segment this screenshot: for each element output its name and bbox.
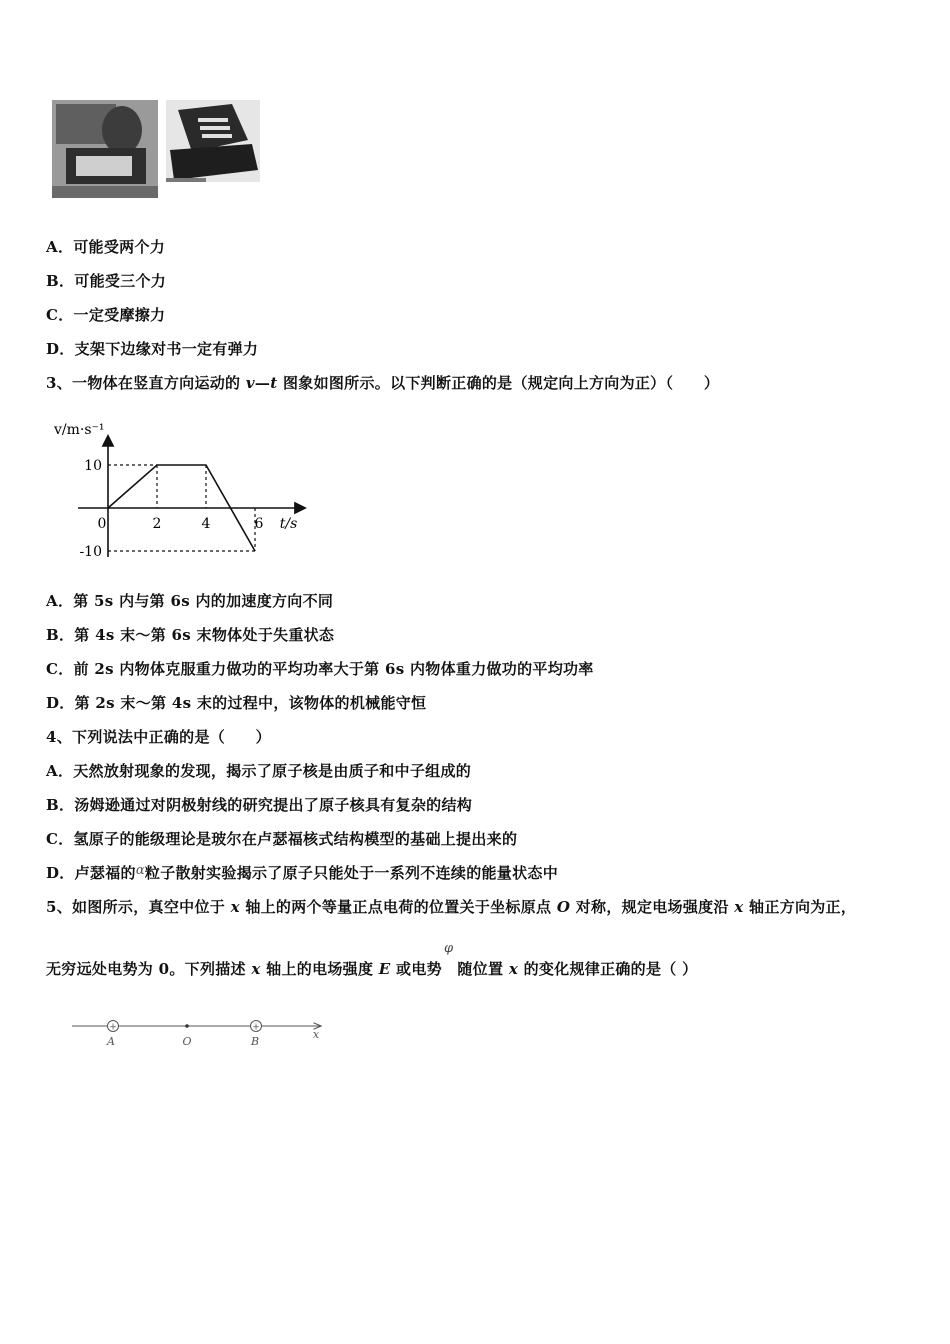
x-tick-6: 6 xyxy=(254,516,264,532)
q3-stem-a: 3、一物体在竖直方向运动的 xyxy=(46,374,246,392)
q5-l1-d: 轴正方向为正， xyxy=(743,898,857,916)
vt-graph-svg xyxy=(46,412,316,572)
phi-symbol: φ xyxy=(443,941,454,956)
book-stand-photo-pair xyxy=(52,100,262,200)
q5-l2-x1: x xyxy=(251,960,261,978)
q4-d-a: D．卢瑟福的 xyxy=(46,864,136,882)
q5-l2-e2: 的变化规律正确的是（ ） xyxy=(518,960,698,978)
charge-b xyxy=(251,1021,262,1033)
vt-graph xyxy=(46,412,316,576)
q4-option-c: C．氢原子的能级理论是玻尔在卢瑟福核式结构模型的基础上提出来的 xyxy=(46,830,518,848)
q3-option-d: D．第 2s 末～第 4s 末的过程中，该物体的机械能守恒 xyxy=(46,694,427,712)
y-tick-10: 10 xyxy=(84,458,102,474)
q5-l1-x2: x xyxy=(734,898,744,916)
q5-l1-c: 对称，规定电场强度沿 xyxy=(570,898,735,916)
q3-option-c: C．前 2s 内物体克服重力做功的平均功率大于第 6s 内物体重力做功的平均功率 xyxy=(46,660,594,678)
q3-option-b: B．第 4s 末～第 6s 末物体处于失重状态 xyxy=(46,626,335,644)
q5-l1-o: O xyxy=(556,898,571,916)
origin-point xyxy=(185,1024,189,1028)
label-x: x xyxy=(312,1028,320,1041)
q5-stem-line1 xyxy=(46,896,856,917)
q2-option-d: D．支架下边缘对书一定有弹力 xyxy=(46,340,259,358)
vt-ticks xyxy=(79,458,263,560)
label-o: O xyxy=(182,1035,192,1048)
x-tick-2: 2 xyxy=(152,516,162,532)
charges-axis-figure xyxy=(66,1012,336,1056)
q5-l2-d: 随位置 xyxy=(457,960,509,978)
book-stand-photos xyxy=(52,100,262,204)
y-tick-neg10: -10 xyxy=(79,544,102,560)
q5-stem-line2 xyxy=(46,941,698,979)
q3-stem-v: v xyxy=(245,374,255,392)
q5-l1-x1: x xyxy=(230,898,240,916)
q3-stem xyxy=(46,372,719,393)
charges-axis-svg xyxy=(66,1012,336,1052)
q5-l1-b: 轴上的两个等量正点电荷的位置关于坐标原点 xyxy=(239,898,557,916)
q3-option-a: A．第 5s 内与第 6s 内的加速度方向不同 xyxy=(46,592,334,610)
q2-option-c: C．一定受摩擦力 xyxy=(46,306,166,324)
q5-l2-b: 轴上的电场强度 xyxy=(260,960,379,978)
charge-b-sign: + xyxy=(252,1022,260,1033)
photo-right xyxy=(166,100,260,182)
label-b: B xyxy=(250,1035,260,1048)
q4-option-a: A．天然放射现象的发现，揭示了原子核是由质子和中子组成的 xyxy=(46,762,472,780)
q5-l1-a: 5、如图所示，真空中位于 xyxy=(46,898,231,916)
photo-left xyxy=(52,100,158,198)
q3-stem-t: t xyxy=(270,374,278,392)
vt-y-label: v/m·s⁻¹ xyxy=(54,422,105,438)
charge-a-sign: + xyxy=(109,1022,117,1033)
label-a: A xyxy=(107,1035,115,1048)
x-tick-0: 0 xyxy=(97,516,107,532)
alpha-symbol: α xyxy=(135,863,145,878)
q5-l2-x2: x xyxy=(508,960,519,978)
q2-option-a: A．可能受两个力 xyxy=(46,238,166,256)
q5-l2-c: 或电势 xyxy=(390,960,442,978)
q5-l2-a: 无穷远处电势为 0。下列描述 xyxy=(46,960,252,978)
q4-stem: 4、下列说法中正确的是（ ） xyxy=(46,728,271,746)
charge-a xyxy=(108,1021,119,1033)
q4-option-b: B．汤姆逊通过对阴极射线的研究提出了原子核具有复杂的结构 xyxy=(46,796,473,814)
q5-l2-e: E xyxy=(378,960,391,978)
x-tick-4: 4 xyxy=(201,516,211,532)
q3-stem-b: 图象如图所示。以下判断正确的是（规定向上方向为正）（ ） xyxy=(277,374,720,392)
vt-x-label: t/s xyxy=(279,516,298,532)
q4-d-b: 粒子散射实验揭示了原子只能处于一系列不连续的能量状态中 xyxy=(144,864,559,882)
q3-stem-dash: — xyxy=(254,374,271,392)
q4-option-d xyxy=(46,862,558,883)
q2-option-b: B．可能受三个力 xyxy=(46,272,167,290)
